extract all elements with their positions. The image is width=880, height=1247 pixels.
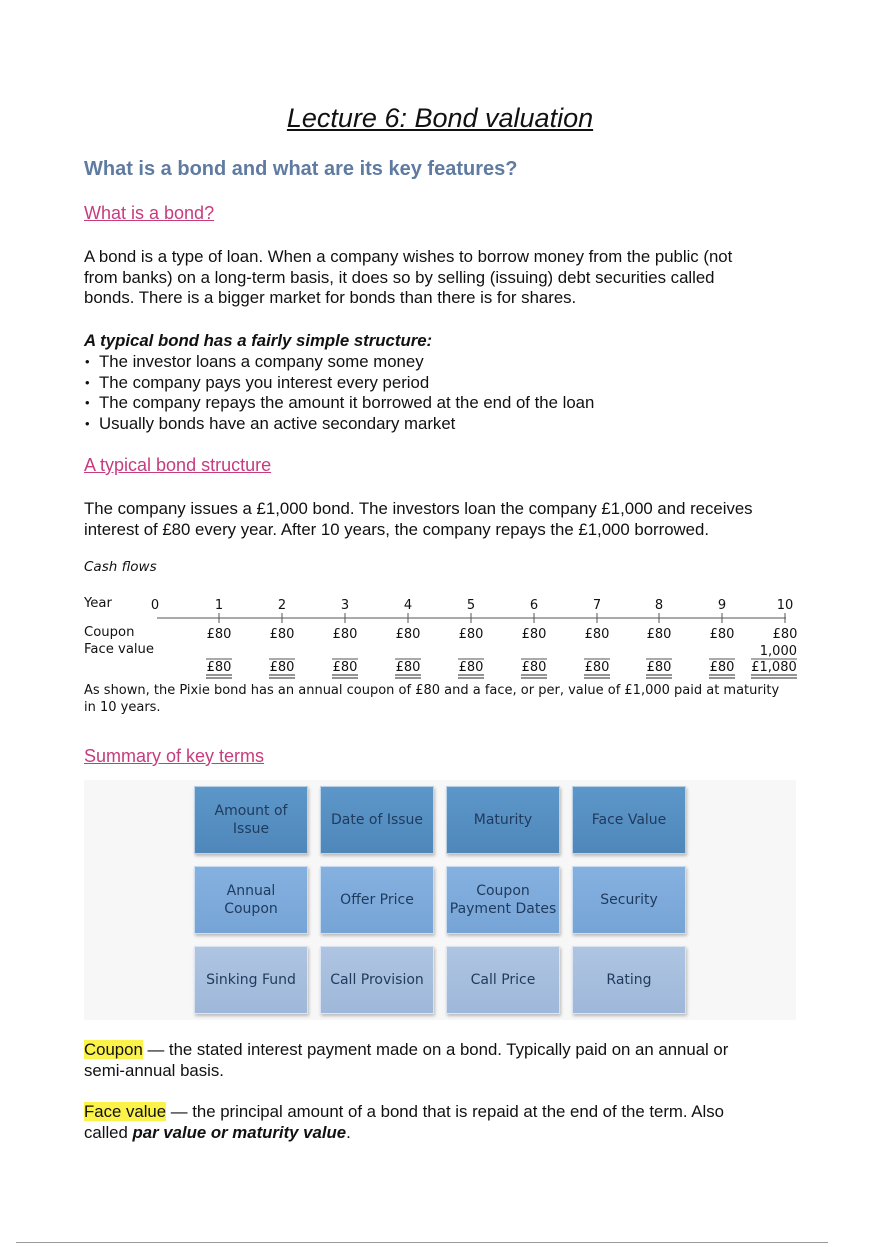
key-term-label <box>606 971 651 990</box>
key-term-label <box>600 891 658 910</box>
coupon-value: £80 <box>332 627 358 642</box>
definition-line <box>84 1122 814 1143</box>
year-row-label: Year <box>84 596 112 611</box>
coupon-row-label: Coupon <box>84 625 135 640</box>
total-value: £80 <box>332 660 358 675</box>
key-term-box <box>446 946 560 1014</box>
key-term-line: Amount of <box>214 802 288 819</box>
page-title: Lecture 6: Bond valuation <box>286 103 594 133</box>
key-term-label <box>592 811 667 830</box>
key-term-line: Security <box>600 891 658 908</box>
year-label: 0 <box>150 598 160 613</box>
paragraph-line: bonds. There is a bigger market for bonds than there is for shares. <box>84 288 577 308</box>
year-label: 3 <box>340 598 350 613</box>
key-term-box <box>194 866 308 934</box>
note-line: in 10 years. <box>84 700 161 715</box>
face-value-amount: 1,000 <box>759 644 797 659</box>
key-term-line: Sinking Fund <box>206 971 296 988</box>
key-term-label <box>331 811 423 830</box>
key-term-label <box>215 802 288 839</box>
section-heading: What is a bond and what are its key features? <box>84 158 518 180</box>
key-term-line: Call Provision <box>330 971 424 988</box>
key-term-box <box>194 946 308 1014</box>
key-term-line: Maturity <box>473 811 533 828</box>
year-label: 4 <box>403 598 413 613</box>
paragraph-line: from banks) on a long-term basis, it does so by selling (issuing) debt securities called <box>84 267 715 287</box>
footer-divider <box>16 1242 828 1243</box>
coupon-value: £80 <box>772 627 798 642</box>
key-term-line: Offer Price <box>340 891 414 908</box>
total-value: £80 <box>269 660 295 675</box>
definition-line: semi-annual basis. <box>84 1061 224 1080</box>
list-item: • The company pays you interest every period <box>84 373 594 394</box>
note-line: As shown, the Pixie bond has an annual coupon of £80 and a face, or per, value of £1,000 paid at maturity <box>84 683 780 698</box>
definition-text: — the stated interest payment made on a bond. Typically paid on an annual or <box>142 1040 729 1059</box>
key-term-box <box>572 946 686 1014</box>
key-term-box <box>446 786 560 854</box>
structure-intro: A typical bond has a fairly simple structure: <box>84 331 433 350</box>
cash-flows-caption: Cash flows <box>84 559 157 575</box>
year-label: 9 <box>717 598 727 613</box>
total-value: £80 <box>458 660 484 675</box>
coupon-value: £80 <box>206 627 232 642</box>
coupon-value: £80 <box>521 627 547 642</box>
total-value: £80 <box>646 660 672 675</box>
key-term-line: Call Price <box>470 971 536 988</box>
list-item: • The company repays the amount it borrowed at the end of the loan <box>84 393 594 414</box>
list-item: • Usually bonds have an active secondary market <box>84 414 594 435</box>
face-value-term: Face value <box>84 1102 167 1121</box>
key-term-label <box>206 971 296 990</box>
subheading-typical-structure: A typical bond structure <box>84 455 272 475</box>
key-term-box <box>572 786 686 854</box>
cash-flow-note <box>84 682 804 716</box>
key-term-line: Annual <box>226 882 276 899</box>
definition-text: called <box>84 1123 133 1142</box>
key-term-label <box>224 882 278 919</box>
total-value: £80 <box>584 660 610 675</box>
key-term-label <box>450 882 557 919</box>
paragraph-line: A bond is a type of loan. When a company wishes to borrow money from the public (not <box>84 247 733 266</box>
year-label: 1 <box>214 598 224 613</box>
total-value: £80 <box>395 660 421 675</box>
key-term-line: Coupon <box>224 901 278 917</box>
key-term-line: Issue <box>232 821 270 837</box>
key-term-line: Rating <box>606 971 652 988</box>
definition-text: — the principal amount of a bond that is repaid at the end of the term. Also <box>166 1102 724 1121</box>
year-label: 5 <box>466 598 476 613</box>
key-terms-panel <box>84 780 796 1020</box>
definition-text: . <box>346 1123 351 1142</box>
key-term-label <box>471 971 536 990</box>
key-term-line: Face Value <box>591 811 667 828</box>
key-term-label <box>474 811 532 830</box>
face-value-definition <box>84 1101 814 1143</box>
key-term-box <box>320 786 434 854</box>
coupon-value: £80 <box>269 627 295 642</box>
definition-emphasis: par value or maturity value <box>132 1123 347 1142</box>
key-term-box <box>572 866 686 934</box>
coupon-definition <box>84 1039 814 1081</box>
paragraph-line: interest of £80 every year. After 10 years, the company repays the £1,000 borrowed. <box>84 519 709 539</box>
year-label: 10 <box>776 598 794 613</box>
coupon-value: £80 <box>646 627 672 642</box>
key-term-line: Coupon <box>476 882 530 899</box>
face-value-row-label: Face value <box>84 642 155 657</box>
key-term-box <box>320 946 434 1014</box>
key-term-label <box>330 971 424 990</box>
key-term-line: Payment Dates <box>449 901 557 917</box>
key-term-label <box>340 891 414 910</box>
key-term-box <box>194 786 308 854</box>
total-value: £1,080 <box>751 660 797 675</box>
definition-line <box>84 1101 814 1122</box>
total-value: £80 <box>521 660 547 675</box>
definition-line <box>84 1039 814 1060</box>
total-value: £80 <box>709 660 735 675</box>
year-label: 2 <box>277 598 287 613</box>
coupon-value: £80 <box>584 627 610 642</box>
coupon-term: Coupon <box>84 1040 143 1059</box>
subheading-what-is-bond: What is a bond? <box>84 203 215 223</box>
key-term-box <box>446 866 560 934</box>
key-term-box <box>320 866 434 934</box>
coupon-value: £80 <box>709 627 735 642</box>
year-label: 8 <box>654 598 664 613</box>
paragraph-line: The company issues a £1,000 bond. The investors loan the company £1,000 and receives <box>84 499 753 518</box>
key-term-line: Date of Issue <box>330 811 424 828</box>
subheading-key-terms: Summary of key terms <box>84 746 265 766</box>
coupon-value: £80 <box>458 627 484 642</box>
year-label: 6 <box>529 598 539 613</box>
list-item: • The investor loans a company some money <box>84 352 594 373</box>
year-label: 7 <box>592 598 602 613</box>
total-value: £80 <box>206 660 232 675</box>
coupon-value: £80 <box>395 627 421 642</box>
